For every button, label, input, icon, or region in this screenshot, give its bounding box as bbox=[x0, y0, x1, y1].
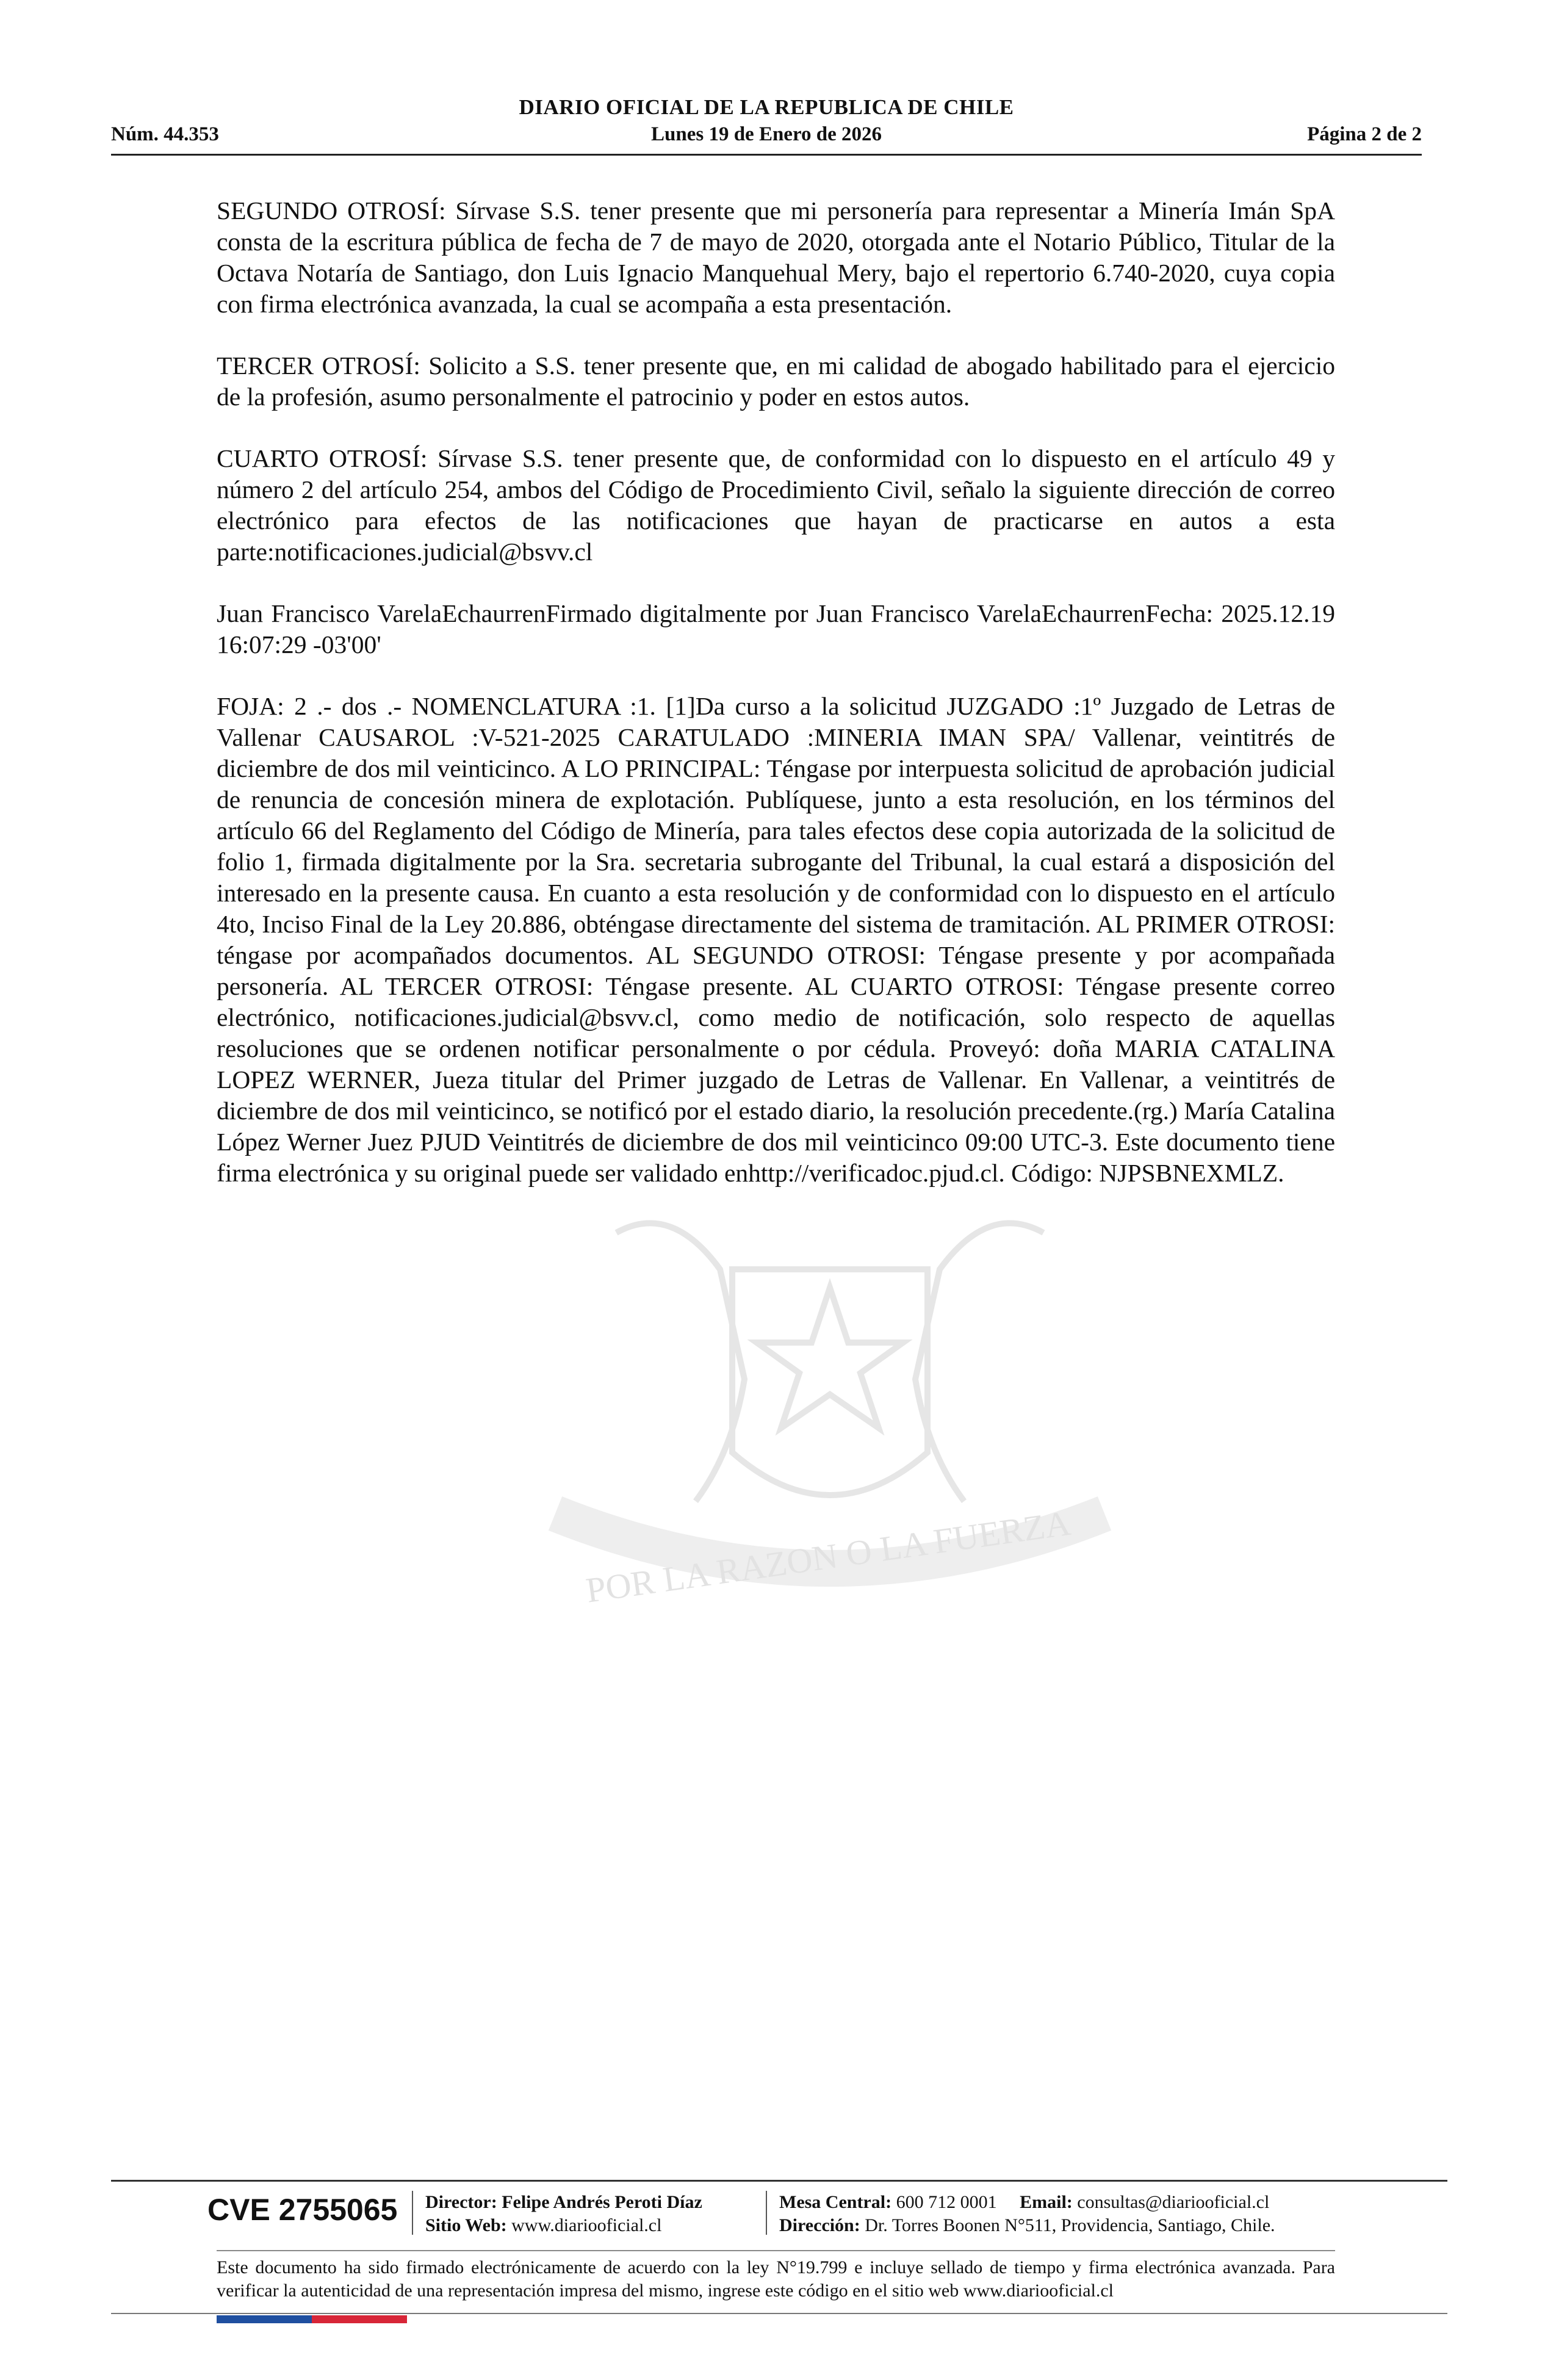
email-label: Email: bbox=[1020, 2192, 1073, 2212]
motto-text: POR LA RAZON O LA FUERZA bbox=[583, 1502, 1073, 1610]
flag-segment bbox=[217, 2315, 264, 2323]
paragraph-resolution: FOJA: 2 .- dos .- NOMENCLATURA :1. [1]Da curso a la solicitud JUZGADO :1º Juzgado de Letras de Vallenar CAUSAROL :V-521-2025 CARATULADO :MINERIA IMAN SPA/ Vallenar, veintitrés de diciembre de dos mil veinticinco. A LO PRINCIPAL: Téngase por interpuesta solicitud de aprobación judicial de renuncia de concesión minera de explotación. Publíquese, junto a esta resolución, en los términos del artículo 66 del Reglamento del Código de Minería, para tales efectos dese copia autorizada de la solicitud de folio 1, firmada digitalmente por la Sra. secretaria subrogante del Tribunal, la cual estará a disposición del interesado en la presente causa. En cuanto a esta resolución y de conformidad con lo dispuesto en el artículo 4to, Inciso Final de la Ley 20.886, obténgase directamente del sistema de tramitación. AL PRIMER OTROSI: téngase por acompañados documentos. AL SEGUNDO OTROSI: Téngase presente y por acompañada personería. AL TERCER OTROSI: Téngase presente. AL CUARTO OTROSI: Téngase presente correo electrónico, notificaciones.judicial@bsvv.cl, como medio de notificación, solo respecto de aquellas resoluciones que se ordenen notificar personalmente o por cédula. Proveyó: doña MARIA CATALINA LOPEZ WERNER, Jueza titular del Primer juzgado de Letras de Vallenar. En Vallenar, a veintitrés de diciembre de dos mil veinticinco, se notificó por el estado diario, la resolución precedente.(rg.) María Catalina López Werner Juez PJUD Veintitrés de diciembre de dos mil veinticinco 09:00 UTC-3. Este documento tiene firma electrónica y su original puede ser validado enhttp://verificadoc.pjud.cl. Código: NJPSBNEXMLZ. bbox=[217, 692, 1335, 1187]
address-value: Dr. Torres Boonen N°511, Providencia, Santiago, Chile. bbox=[865, 2215, 1275, 2235]
cve-code: CVE 2755065 bbox=[207, 2193, 398, 2227]
paragraph-segundo-otrosi: SEGUNDO OTROSÍ: Sírvase S.S. tener presente que mi personería para representar a Minería Imán SpA consta de la escritura pública de fecha de 7 de mayo de 2020, otorgada ante el Notario Público, Titular de la Octava Notaría de Santiago, don Luis Ignacio Manquehual Mery, bajo el repertorio 6.740-2020, cuya copia con firma electrónica avanzada, la cual se acompaña a esta presentación. bbox=[217, 197, 1335, 318]
header-meta-row bbox=[111, 123, 1422, 148]
footer-contact-block bbox=[779, 2191, 1275, 2237]
page-header bbox=[111, 92, 1422, 150]
footer-top-divider bbox=[111, 2180, 1447, 2182]
mesa-phone: 600 712 0001 bbox=[896, 2192, 997, 2212]
footer-separator bbox=[412, 2191, 413, 2235]
header-divider bbox=[111, 154, 1422, 156]
footer-mid-divider bbox=[217, 2250, 1335, 2251]
director-label: Director: bbox=[425, 2192, 497, 2212]
footer-separator bbox=[766, 2191, 767, 2235]
director-name: Felipe Andrés Peroti Díaz bbox=[502, 2192, 702, 2212]
paragraph-cuarto-otrosi: CUARTO OTROSÍ: Sírvase S.S. tener presente que, de conformidad con lo dispuesto en el artículo 49 y número 2 del artículo 254, ambos del Código de Procedimiento Civil, señalo la siguiente dirección de correo electrónico para efectos de las notificaciones que hayan de practicarse en autos a esta parte:notificaciones.judicial@bsvv.cl bbox=[217, 444, 1335, 566]
page-indicator: Página 2 de 2 bbox=[1307, 123, 1422, 145]
flag-stripe bbox=[217, 2315, 407, 2323]
footer-director-block bbox=[425, 2191, 702, 2237]
publication-title: DIARIO OFICIAL DE LA REPUBLICA DE CHILE bbox=[519, 95, 1014, 119]
footer-bottom-divider bbox=[111, 2313, 1447, 2314]
footer-legal-note: Este documento ha sido firmado electrónicamente de acuerdo con la ley N°19.799 e incluye sellado de tiempo y firma electrónica avanzada. Para verificar la autenticidad de una representación impresa del mismo, ingrese este código en el sitio web www.diariooficial.cl bbox=[217, 2257, 1335, 2301]
email-address[interactable]: consultas@diariooficial.cl bbox=[1077, 2192, 1270, 2212]
paragraph-signature: Juan Francisco VarelaEchaurrenFirmado digitalmente por Juan Francisco VarelaEchaurrenFecha: 2025.12.19 16:07:29 -03'00' bbox=[217, 599, 1335, 658]
flag-segment bbox=[359, 2315, 407, 2323]
site-url[interactable]: www.diariooficial.cl bbox=[511, 2215, 662, 2235]
coat-of-arms-watermark-icon bbox=[354, 1196, 1306, 1684]
flag-segment bbox=[264, 2315, 312, 2323]
document-body bbox=[217, 195, 1335, 1219]
flag-segment bbox=[312, 2315, 359, 2323]
issue-date: Lunes 19 de Enero de 2026 bbox=[650, 123, 882, 145]
address-label: Dirección: bbox=[779, 2215, 860, 2235]
paragraph-tercer-otrosi: TERCER OTROSÍ: Solicito a S.S. tener presente que, en mi calidad de abogado habilitado para el ejercicio de la profesión, asumo personalmente el patrocinio y poder en estos autos. bbox=[217, 352, 1335, 411]
site-label: Sitio Web: bbox=[425, 2215, 507, 2235]
issue-number: Núm. 44.353 bbox=[111, 123, 219, 145]
mesa-label: Mesa Central: bbox=[779, 2192, 892, 2212]
